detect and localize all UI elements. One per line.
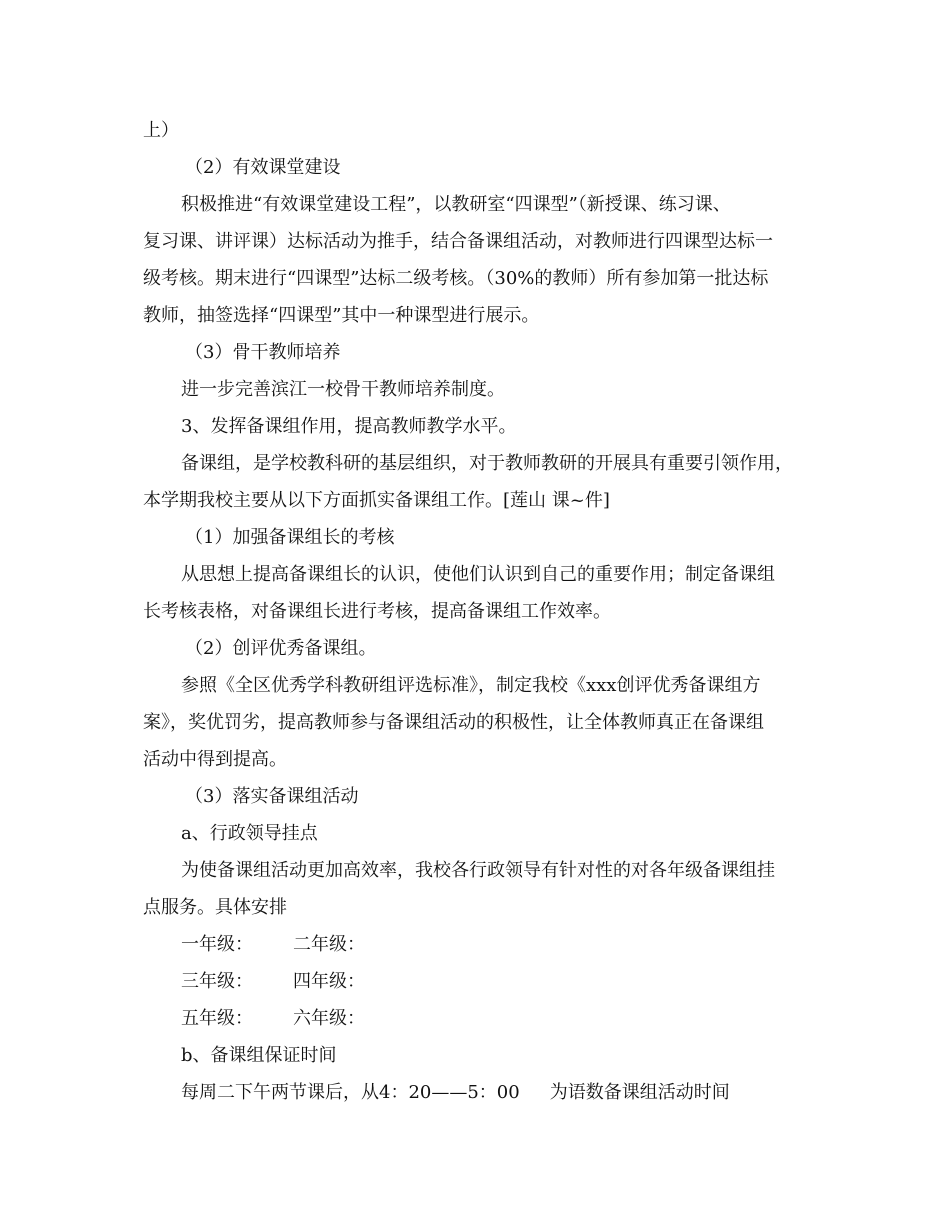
subheading: （2）创评优秀备课组。 (185, 638, 377, 659)
text-line: 级考核。期末进行“四课型”达标二级考核。（30%的教师）所有参加第一批达标 (143, 268, 769, 289)
grade-label: 六年级： (293, 1008, 365, 1029)
paragraph-line: 进一步完善滨江一校骨干教师培养制度。 (181, 379, 505, 400)
text-line: 复习课、讲评课）达标活动为推手，结合备课组活动，对教师进行四课型达标一 (143, 231, 773, 252)
section-heading: 3、发挥备课组作用，提高教师教学水平。 (181, 416, 517, 437)
text-line: 长考核表格，对备课组长进行考核，提高备课组工作效率。 (143, 601, 611, 622)
grade-label: 四年级： (293, 971, 365, 992)
paragraph-line: 参照《全区优秀学科教研组评选标准》，制定我校《xxx创评优秀备课组方 (181, 675, 761, 696)
text-line: 点服务。具体安排 (143, 897, 287, 918)
text-line: 本学期我校主要从以下方面抓实备课组工作。[莲山 课~件] (143, 490, 610, 511)
paragraph-line: 备课组，是学校教科研的基层组织，对于教师教研的开展具有重要引领作用， (181, 453, 793, 474)
subheading: （3）骨干教师培养 (185, 342, 341, 363)
paragraph-line: 从思想上提高备课组长的认识，使他们认识到自己的重要作用；制定备课组 (181, 564, 775, 585)
schedule-line (181, 1080, 730, 1106)
grade-label: 二年级： (293, 934, 365, 955)
text-line: 活动中得到提高。 (143, 749, 287, 770)
text-line: 教师，抽签选择“四课型”其中一种课型进行展示。 (143, 305, 540, 326)
list-item-label: b、备课组保证时间 (181, 1045, 337, 1066)
list-item-label: a、行政领导挂点 (181, 823, 318, 844)
grade-label: 三年级： (181, 971, 253, 992)
subheading: （2）有效课堂建设 (185, 157, 341, 178)
text-line: 案》，奖优罚劣，提高教师参与备课组活动的积极性，让全体教师真正在备课组 (143, 712, 764, 733)
paragraph-line: 积极推进“有效课堂建设工程”，以教研室“四课型”（新授课、练习课、 (181, 194, 731, 215)
grade-label: 五年级： (181, 1008, 253, 1029)
subheading: （1）加强备课组长的考核 (185, 527, 395, 548)
subheading: （3）落实备课组活动 (185, 786, 359, 807)
grade-label: 一年级： (181, 934, 253, 955)
schedule-desc: 为语数备课组活动时间 (549, 1082, 730, 1103)
text-line: 上） (143, 120, 179, 141)
schedule-time: 每周二下午两节课后，从4：20——5：00 (181, 1082, 520, 1103)
paragraph-line: 为使备课组活动更加高效率，我校各行政领导有针对性的对各年级备课组挂 (181, 860, 775, 881)
